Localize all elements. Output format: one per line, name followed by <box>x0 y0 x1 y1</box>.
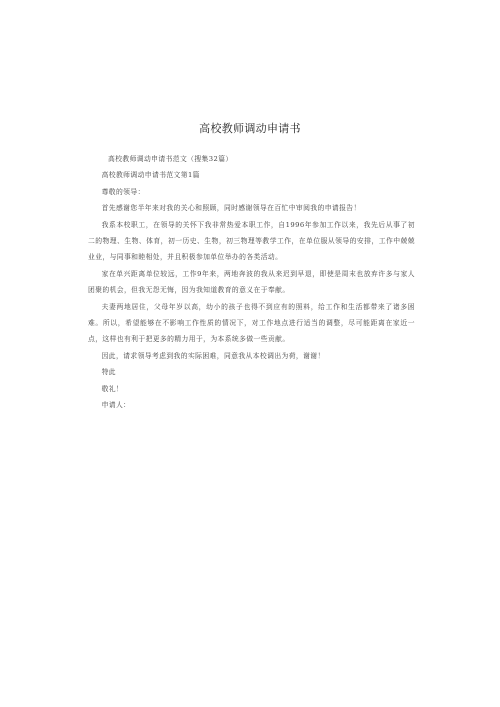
section-heading: 高校教师调动申请书范文第1篇 <box>101 171 200 180</box>
paragraph-1: 首先感谢您半年来对我的关心和照顾，同时感谢领导在百忙中审阅我的申请报告！ <box>101 204 361 213</box>
paragraph-5: 因此，请求领导考虑到我的实际困难，同意我从本校调出为荷，谢谢！ <box>101 351 325 360</box>
paragraph-4: 夫妻两地居住，父母年岁以高，幼小的孩子也得不到应有的照料，给工作和生活都带来了诸多困难。所以，希望能够在不影响工作性质的情况下，对工作地点进行适当的调整，尽可能距离在家近一点，这样也有利于把更多的精力用于，为本系统多做一些贡献。 <box>88 302 415 344</box>
paragraph-3: 家在单兴距离单位较远，工作9年来，两地奔波的我从来迟到早退，即使是周末也放弃许多与家人团聚的机会，但我无怨无悔，因为我知道教育的意义在于奉献。 <box>88 269 415 295</box>
paragraph-2: 我系本校职工，在领导的关怀下我非常热爱本职工作，自1996年参加工作以来，我先后从事了初二的物理、生物、体育，初一历史、生物，初三物理等教学工作，在单位服从领导的安排，工作中兢兢业业，与同事和睦相处，并且积极参加单位举办的各类活动。 <box>88 220 415 262</box>
closing-line-2: 敬礼！ <box>101 384 124 393</box>
document-subtitle: 高校教师调动申请书范文（搜集32篇） <box>108 155 233 163</box>
document-title: 高校教师调动申请书 <box>199 122 301 135</box>
closing-line-1: 特此 <box>101 368 116 377</box>
document-body <box>88 151 415 414</box>
salutation: 尊敬的领导： <box>101 187 145 196</box>
signature-line: 申请人： <box>101 401 131 410</box>
